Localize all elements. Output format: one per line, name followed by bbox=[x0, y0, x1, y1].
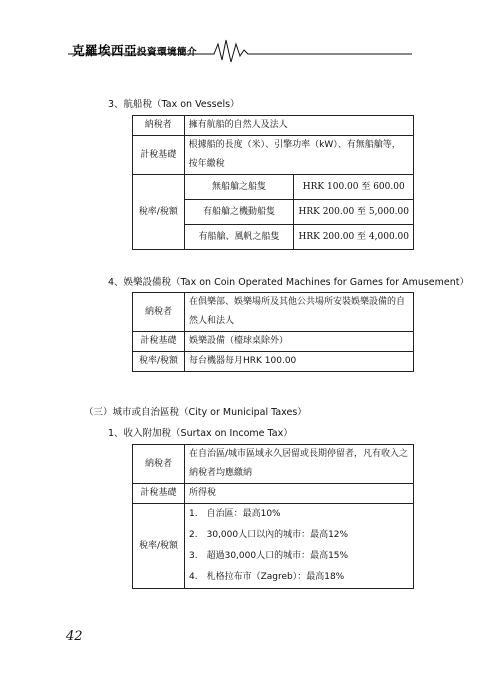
section-heading-amusement: 4、娛樂設備稅（Tax on Coin Operated Machines for Games for Amusement） bbox=[108, 277, 469, 288]
basis-label: 計稅基礎 bbox=[133, 484, 185, 504]
vessel-type-cell: 有船艙之機動船隻 bbox=[184, 200, 294, 225]
vessel-amount-cell: HRK 200.00 至 5,000.00 bbox=[294, 200, 414, 225]
taxpayer-label: 納稅者 bbox=[133, 293, 185, 332]
section-heading-vessels: 3、航船稅（Tax on Vessels） bbox=[108, 99, 240, 110]
list-item: 3. 超過30,000人口的城市：最高15% bbox=[189, 551, 349, 561]
page-number: 42 bbox=[66, 629, 83, 644]
list-item: 4. 札格拉布市（Zagreb）：最高18% bbox=[189, 572, 345, 582]
taxpayer-label: 納稅者 bbox=[133, 445, 185, 484]
amusement-tax-table bbox=[132, 292, 414, 372]
rate-list-cell bbox=[185, 504, 414, 589]
list-item: 1. 自治區：最高10% bbox=[189, 509, 281, 519]
taxpayer-value: 在俱樂部、娛樂場所及其他公共場所安裝娛樂設備的自然人和法人 bbox=[185, 293, 414, 332]
vessel-type-cell: 有船艙、風帆之船隻 bbox=[184, 225, 294, 250]
section-heading-municipal: （三）城市或自治區稅（City or Municipal Taxes） bbox=[84, 407, 307, 418]
vessel-amount-cell: HRK 200.00 至 4,000.00 bbox=[294, 225, 414, 250]
rate-label: 稅率/稅額 bbox=[133, 175, 185, 250]
vessel-amount-cell: HRK 100.00 至 600.00 bbox=[294, 175, 414, 200]
rate-value: 每台機器每月HRK 100.00 bbox=[185, 352, 414, 372]
basis-label: 計稅基礎 bbox=[133, 332, 185, 352]
header-title-main: 克羅埃西亞 bbox=[72, 43, 138, 58]
rate-list bbox=[189, 504, 409, 588]
surtax-table bbox=[132, 444, 414, 589]
list-item: 2. 30,000人口以內的城市：最高12% bbox=[189, 530, 349, 540]
basis-value: 所得稅 bbox=[185, 484, 414, 504]
header-title-sub: 投資環境簡介 bbox=[137, 47, 198, 58]
basis-value: 根據船的長度（米）、引擎功率（kW）、有無船艙等，按年繳稅 bbox=[184, 136, 413, 175]
vessel-tax-table bbox=[132, 115, 414, 250]
basis-label: 計稅基礎 bbox=[133, 136, 185, 175]
rate-label: 稅率/稅額 bbox=[133, 504, 185, 589]
taxpayer-label: 納稅者 bbox=[133, 116, 185, 136]
vessel-type-cell: 無船艙之船隻 bbox=[184, 175, 294, 200]
rate-label: 稅率/稅額 bbox=[133, 352, 185, 372]
taxpayer-value: 擁有航船的自然人及法人 bbox=[184, 116, 413, 136]
taxpayer-value: 在自治區/城市區域永久居留或長期停留者，凡有收入之納稅者均應繳納 bbox=[185, 445, 414, 484]
basis-value: 娛樂設備（檯球桌除外） bbox=[185, 332, 414, 352]
subsection-heading-surtax: 1、收入附加稅（Surtax on Income Tax） bbox=[108, 428, 293, 439]
header-wave-rule bbox=[0, 0, 480, 80]
